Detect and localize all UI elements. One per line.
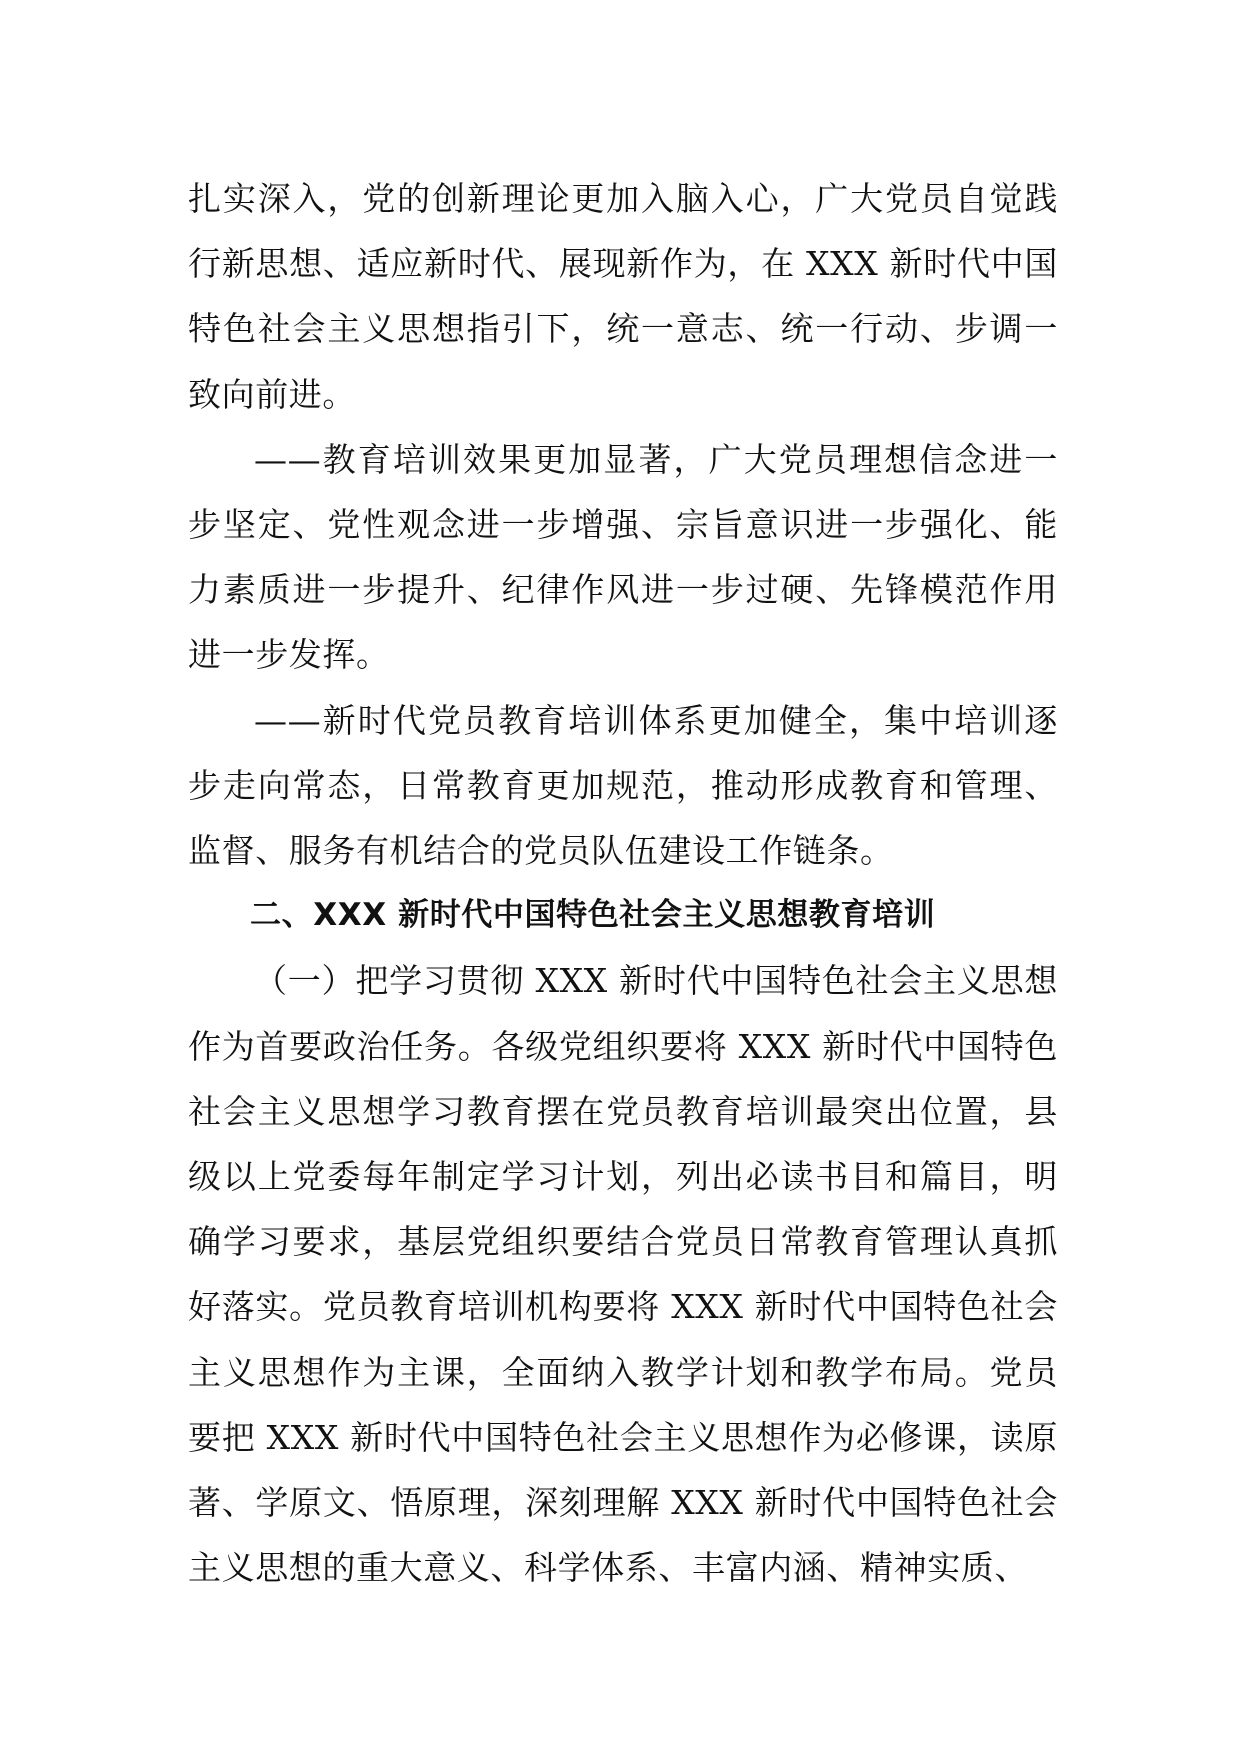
paragraph-priority-task: （一）把学习贯彻 XXX 新时代中国特色社会主义思想作为首要政治任务。各级党组织要将 XXX 新时代中国特色社会主义思想学习教育摆在党员教育培训最突出位置，县级以上党委每年制定学习计划，列出必读书目和篇目，明确学习要求，基层党组织要结合党员日常教育管理认真抓好落实。党员教育培训机构要将 XXX 新时代中国特色社会主义思想作为主课，全面纳入教学计划和教学布局。党员要把 XXX 新时代中国特色社会主义思想作为必修课，读原著、学原文、悟原理，深刻理解 XXX 新时代中国特色社会主义思想的重大意义、科学体系、丰富内涵、精神实质、 <box>188 961 1058 1588</box>
paragraph-system: ——新时代党员教育培训体系更加健全，集中培训逐步走向常态，日常教育更加规范，推动形成教育和管理、监督、服务有机结合的党员队伍建设工作链条。 <box>188 700 1058 871</box>
paragraph-continuation: 扎实深入，党的创新理论更加入脑入心，广大党员自觉践行新思想、适应新时代、展现新作为，在 XXX 新时代中国特色社会主义思想指引下，统一意志、统一行动、步调一致向前进。 <box>188 179 1058 414</box>
paragraph-effect: ——教育培训效果更加显著，广大党员理想信念进一步坚定、党性观念进一步增强、宗旨意识进一步强化、能力素质进一步提升、纪律作风进一步过硬、先锋模范作用进一步发挥。 <box>188 439 1058 675</box>
document-body <box>188 166 1058 1600</box>
section-heading: 二、XXX 新时代中国特色社会主义思想教育培训 <box>250 897 936 934</box>
